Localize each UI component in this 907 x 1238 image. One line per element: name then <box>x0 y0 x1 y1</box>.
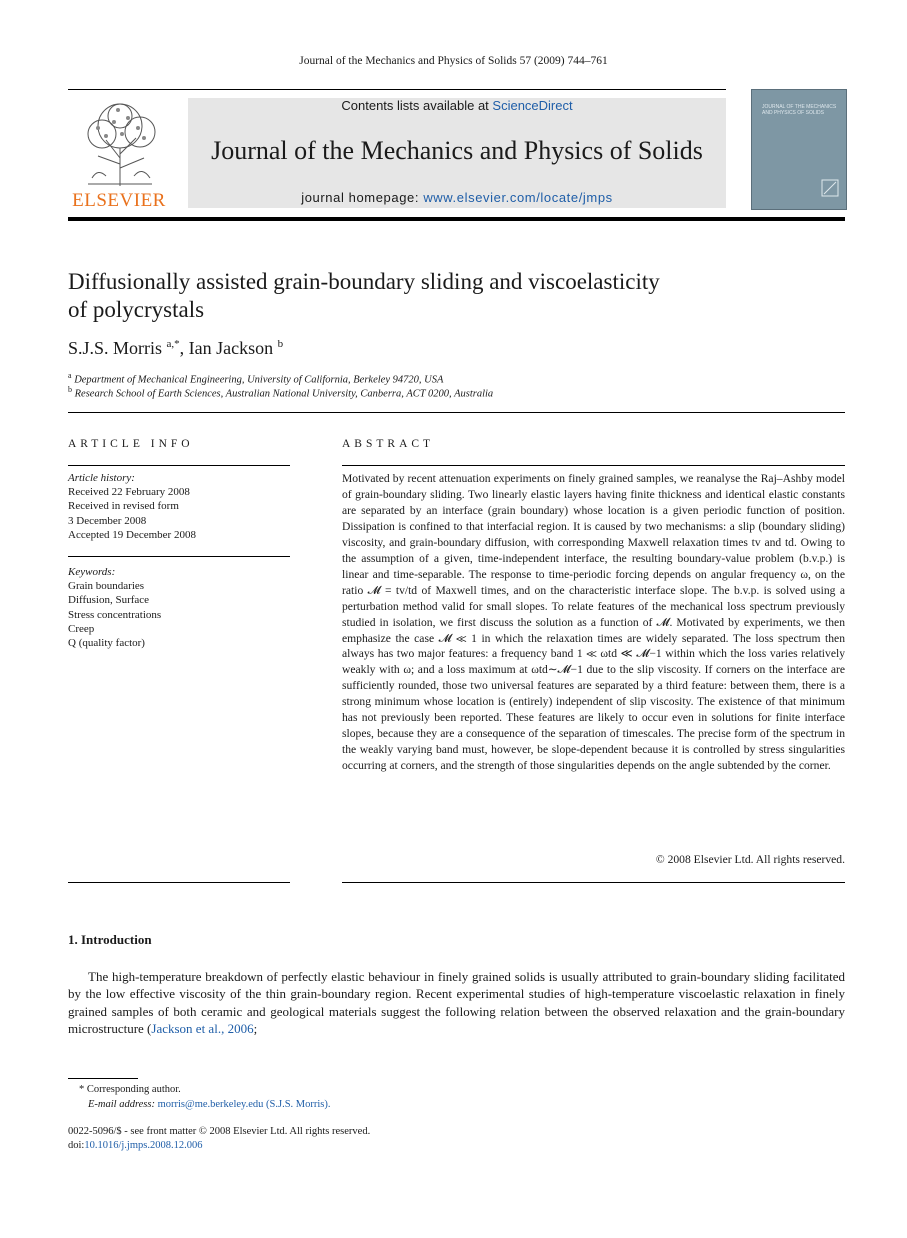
history-item: Received 22 February 2008 <box>68 486 190 499</box>
info-rule-bottom <box>68 882 290 883</box>
doi-link[interactable]: 10.1016/j.jmps.2008.12.006 <box>84 1140 203 1151</box>
author-separator: , <box>179 338 189 358</box>
cover-journal-name: JOURNAL OF THE MECHANICS AND PHYSICS OF SOLIDS <box>762 104 837 116</box>
keyword-item: Grain boundaries <box>68 580 145 593</box>
author-2-affil[interactable]: b <box>277 338 284 350</box>
affiliation-b-text: Research School of Earth Sciences, Australian National University, Canberra, ACT 0200, Australia <box>74 388 494 400</box>
publisher-name: ELSEVIER <box>72 190 166 211</box>
masthead <box>188 98 726 208</box>
homepage-line <box>188 190 726 205</box>
sciencedirect-link[interactable]: ScienceDirect <box>492 98 573 113</box>
affiliation-b <box>68 385 493 400</box>
email-link[interactable]: morris@me.berkeley.edu (S.J.S. Morris). <box>157 1099 331 1110</box>
abstract-text: Motivated by recent attenuation experiments on finely grained samples, we reanalyse the Raj–Ashby model of grain-boundary sliding. Two linearly elastic layers having finite thickness and identical elastic constants are separated by an interface (grain boundary) whose location is a given periodic function of position. Dissipation is confined to that interfacial region. It is caused by two mechanisms: a slip (boundary sliding) viscosity, and grain-boundary diffusion, with corresponding Maxwell relaxation times tv and td. Owing to the assumption of a given, time-independent interface, the resulting boundary-value problem (b.v.p.) is linear and time-separable. The response to time-periodic forcing depends on angular frequency ω, on the ratio 𝓜 = tv/td of Maxwell times, and on the characteristic interface slope. The b.v.p. is solved using a perturbation method valid for small slopes. To relate features of the mechanical loss spectrum previously studied in isolation, we first discuss the solution as a function of 𝓜. Motivated by experiments, we then emphasize the case 𝓜 ≪ 1 in which the relaxation times are widely separated. The loss spectrum then always has two major features: a frequency band 1 ≪ ωtd ≪ 𝓜−1 within which the loss varies relatively weakly with ω; and a loss maximum at ωtd∼𝓜−1 due to the slip viscosity. If corners on the interface are sufficiently rounded, those two universal features are separated by a third feature: between them, there is a strong minimum whose location is (entirely) independent of slip viscosity. The existence of that minimum has not previously been reported. These features are likely to occur even in solutions for finite interface slopes, because they are a consequence of the separation of timescales. The precise form of the spectrum in the weakly varying band must, however, be slope-dependent because it is controlled by stress singularities occurring at corners, and the strength of those singularities depends on the angle subtended by the corner. <box>342 472 845 773</box>
author-1[interactable]: S.J.S. Morris <box>68 338 163 358</box>
keyword-item: Creep <box>68 622 95 635</box>
affiliation-b-label: b <box>68 385 72 394</box>
author-2[interactable]: Ian Jackson <box>188 338 274 358</box>
affiliation-rule <box>68 412 845 413</box>
keyword-item: Q (quality factor) <box>68 637 145 650</box>
footnote-rule <box>68 1078 138 1079</box>
abstract-rule-top <box>342 465 845 466</box>
masthead-rule <box>68 217 845 221</box>
homepage-link[interactable]: www.elsevier.com/locate/jmps <box>423 190 613 205</box>
history-item: 3 December 2008 <box>68 514 147 527</box>
citation-link[interactable]: Jackson et al., 2006 <box>151 1020 254 1036</box>
title-line-1: Diffusionally assisted grain-boundary sliding and viscoelasticity <box>68 269 660 294</box>
history-item: Accepted 19 December 2008 <box>68 528 196 541</box>
email-label: E-mail address: <box>88 1099 158 1110</box>
abstract-heading: ABSTRACT <box>342 438 435 450</box>
header-rule <box>68 89 726 90</box>
info-rule-1 <box>68 465 290 466</box>
elsevier-logo[interactable] <box>68 98 170 210</box>
article-history <box>68 471 290 542</box>
keywords <box>68 565 290 650</box>
tree-logo-icon <box>78 98 162 186</box>
intro-end: ; <box>253 1020 258 1036</box>
doi-label: doi: <box>68 1140 85 1151</box>
contents-prefix: Contents lists available at <box>341 98 493 113</box>
info-rule-2 <box>68 556 290 557</box>
affiliation-a-label: a <box>68 371 72 380</box>
keyword-item: Stress concentrations <box>68 608 162 621</box>
abstract-rule-bottom <box>342 882 845 883</box>
intro-body: The high-temperature breakdown of perfectly elastic behaviour in finely grained solids is usually attributed to grain-boundary sliding facilitated by the low effective viscosity of the thin grain-boundary region. Recent experimental studies of high-temperature viscoelastic relaxation in finely grained samples of both ceramic and geological materials suggest the following relation between the observed relaxation and the grain-boundary microstructure ( <box>68 969 845 1036</box>
keyword-item: Diffusion, Surface <box>68 594 150 607</box>
abstract-copyright: © 2008 Elsevier Ltd. All rights reserved. <box>655 853 845 866</box>
corresponding-note: * Corresponding author. <box>79 1084 181 1095</box>
article-title <box>68 268 828 324</box>
front-matter: 0022-5096/$ - see front matter © 2008 Elsevier Ltd. All rights reserved. <box>68 1126 371 1137</box>
introduction-heading: 1. Introduction <box>68 932 152 947</box>
authors <box>68 338 283 359</box>
running-header: Journal of the Mechanics and Physics of Solids 57 (2009) 744–761 <box>299 55 608 67</box>
history-item: Received in revised form <box>68 500 179 513</box>
cover-emblem-icon <box>820 178 840 198</box>
affiliation-a-text: Department of Mechanical Engineering, University of California, Berkeley 94720, USA <box>74 374 444 386</box>
author-1-affil[interactable]: a,* <box>166 338 180 350</box>
history-label: Article history: <box>68 472 135 484</box>
contents-line <box>188 98 726 113</box>
keywords-label: Keywords: <box>68 566 116 578</box>
journal-title: Journal of the Mechanics and Physics of Solids <box>211 136 703 165</box>
journal-cover[interactable] <box>751 89 847 210</box>
introduction-text <box>68 968 845 1037</box>
doi-line <box>68 1140 202 1151</box>
affiliation-a <box>68 371 443 386</box>
article-info-heading: ARTICLE INFO <box>68 438 194 450</box>
email-note <box>88 1099 331 1110</box>
title-line-2: of polycrystals <box>68 297 205 322</box>
homepage-prefix: journal homepage: <box>301 190 424 205</box>
